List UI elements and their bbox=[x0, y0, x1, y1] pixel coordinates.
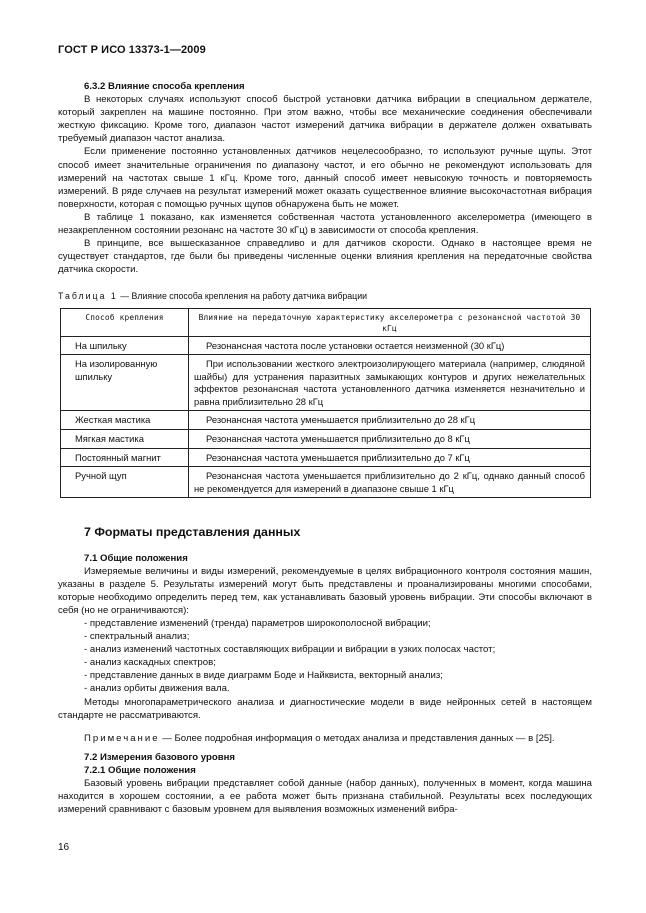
section-heading-6-3-2: 6.3.2 Влияние способа крепления bbox=[84, 81, 245, 92]
list-item: - анализ изменений частотных составляющих вибрации и вибрации в узких полосах частот; bbox=[84, 644, 496, 656]
section-heading-7-1: 7.1 Общие положения bbox=[84, 552, 188, 564]
paragraph: Методы многопараметрического анализа и диагностические модели в виде нейронных сетей в настоящем стандарте не рассматриваются. bbox=[58, 696, 592, 721]
column-header-effect: Влияние на передаточную характеристику акселерометра с резонансной частотой 30 кГц bbox=[189, 308, 591, 336]
table-cell-effect: Резонансная частота после установки остается неизменной (30 кГц) bbox=[189, 336, 591, 355]
paragraph: Если применение постоянно установленных датчиков нецелесообразно, то используют ручные щупы. Этот способ имеет значительные ограничения по диапазону частот, и его обычно не рекомендуют использовать для измерений на частотах свыше 1 кГц. Кроме того, данный способ имеет невысокую точность и повторяемость измерений. В ряде случаев на результат измерений может оказать существенное влияние высокочастотная вибрация поверхности, которая с помощью ручных щупов обнаружена быть не может. bbox=[58, 146, 592, 210]
table-caption-label: Таблица 1 bbox=[58, 291, 118, 302]
table-cell-effect: Резонансная частота уменьшается приблизительно до 7 кГц bbox=[189, 448, 591, 467]
table-cell-method: Жесткая мастика bbox=[61, 411, 189, 430]
paragraph: Измеряемые величины и виды измерений, рекомендуемые в целях вибрационного контроля состояния машин, указаны в разделе 5. Результаты измерений могут быть представлены и проанализированы многими способами, которые необходимо определить перед тем, как устанавливать базовый уровень вибрации. Эти способы включают в себя (но не ограничиваются): bbox=[58, 565, 592, 616]
paragraph: В принципе, все вышесказанное справедливо и для датчиков скорости. Однако в настоящее время не существует стандартов, где были бы приведены численные оценки влияния крепления на передаточные свойства датчика скорости. bbox=[58, 238, 592, 276]
section-heading-7-2: 7.2 Измерения базового уровня bbox=[84, 751, 236, 763]
table-caption-text: — Влияние способа крепления на работу датчика вибрации bbox=[117, 291, 368, 302]
list-item: - анализ каскадных спектров; bbox=[84, 657, 216, 669]
mounting-table bbox=[60, 308, 591, 499]
table-row bbox=[61, 430, 591, 449]
page-number: 16 bbox=[58, 842, 70, 853]
table-cell-effect: Резонансная частота уменьшается приблизительно до 2 кГц, однако данный способ не рекомендуется для измерений в диапазоне свыше 1 кГц bbox=[189, 467, 591, 498]
section-heading-7: 7 Форматы представления данных bbox=[84, 525, 301, 540]
paragraph: В некоторых случаях используют способ быстрой установки датчика вибрации в специальном держателе, который закреплен на машине постоянно. При этом важно, чтобы все механические соединения обеспечивали жесткую фиксацию. Кроме того, диапазон частот измерений датчика вибрации в держателе должен охватывать требуемый диапазон частот анализа. bbox=[58, 94, 592, 145]
table-cell-method: Ручной щуп bbox=[61, 467, 189, 498]
standard-header: ГОСТ Р ИСО 13373-1—2009 bbox=[58, 44, 206, 56]
note bbox=[58, 732, 592, 745]
paragraph: В таблице 1 показано, как изменяется собственная частота установленного акселерометра (имеющего в незакрепленном состоянии резонанс на частоте 30 кГц) в зависимости от способа крепления. bbox=[58, 211, 592, 237]
table-row bbox=[61, 336, 591, 355]
section-heading-7-2-1: 7.2.1 Общие положения bbox=[84, 764, 196, 776]
note-label: Примечание bbox=[84, 732, 160, 744]
table-cell-method: На изолированную шпильку bbox=[61, 355, 189, 411]
table-header-row bbox=[61, 308, 591, 336]
paragraph: Базовый уровень вибрации представляет собой данные (набор данных), полученных в момент, когда машина находится в хорошем состоянии, а ее работа может быть признана стабильной. Результаты всех последующих измерений сравнивают с базовым уровнем для выявления возможных изменений вибра- bbox=[58, 778, 592, 816]
table-cell-method: На шпильку bbox=[61, 336, 189, 355]
list-item: - спектральный анализ; bbox=[84, 631, 190, 643]
page-content bbox=[58, 80, 592, 816]
list-item: - представление изменений (тренда) параметров широкополосной вибрации; bbox=[84, 618, 431, 629]
list-item: - анализ орбиты движения вала. bbox=[84, 683, 230, 695]
note-text: — Более подробная информация о методах анализа и представления данных — в [25]. bbox=[159, 732, 555, 744]
table-row bbox=[61, 448, 591, 467]
table-cell-effect: Резонансная частота уменьшается приблизительно до 8 кГц bbox=[189, 430, 591, 449]
list-item: - представление данных в виде диаграмм Боде и Найквиста, векторный анализ; bbox=[84, 670, 443, 682]
table-row bbox=[61, 411, 591, 430]
column-header-method: Способ крепления bbox=[61, 308, 189, 336]
table-caption bbox=[58, 290, 592, 303]
table-cell-effect: Резонансная частота уменьшается приблизительно до 28 кГц bbox=[189, 411, 591, 430]
table-cell-effect: При использовании жесткого электроизолирующего материала (например, слюдяной шайбы) для устранения паразитных замыкающих контуров и других нежелательных эффектов резонансная частота установленного датчика изменяется незначительно и равна приблизительно 28 кГц bbox=[189, 355, 591, 411]
table-row bbox=[61, 355, 591, 411]
table-row bbox=[61, 467, 591, 498]
table-cell-method: Мягкая мастика bbox=[61, 430, 189, 449]
methods-list bbox=[58, 617, 592, 696]
table-cell-method: Постоянный магнит bbox=[61, 448, 189, 467]
